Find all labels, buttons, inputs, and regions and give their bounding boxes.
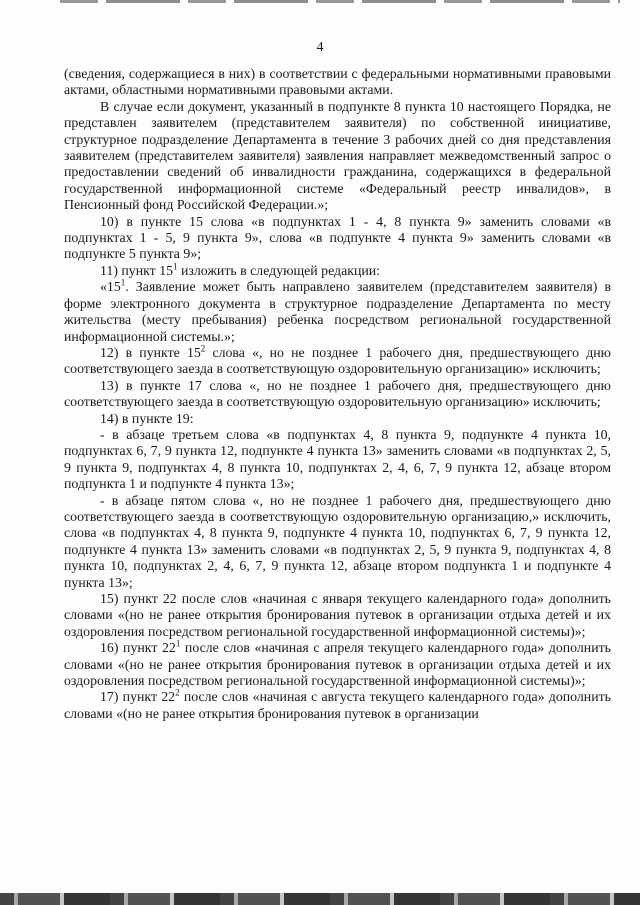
superscript: 1: [173, 261, 178, 272]
paragraph: [64, 411, 611, 427]
paragraph: [64, 214, 611, 263]
paragraph: [64, 378, 611, 411]
scan-artifact-top: [60, 0, 620, 3]
paragraph-text: 17) пункт 22: [100, 689, 176, 705]
paragraph-text: 16) пункт 22: [100, 640, 176, 656]
paragraph-text: (сведения, содержащиеся в них) в соответствии с федеральными нормативными правовыми актами, областными нормативными правовыми актами.: [64, 66, 611, 98]
superscript: 2: [200, 343, 206, 354]
paragraph: [64, 640, 611, 689]
paragraph-text: после слов «начиная с августа текущего календарного года» дополнить словами «(но не ранее открытия бронирования путевок в организации: [64, 689, 611, 721]
paragraph-text: «15: [100, 279, 121, 295]
paragraph: [64, 493, 611, 591]
page-number: 4: [316, 40, 324, 55]
paragraph: [64, 263, 611, 279]
paragraph-text: 11) пункт 15: [100, 262, 174, 278]
paragraph-text: 10) в пункте 15 слова «в подпунктах 1 - 4, 8 пункта 9» заменить словами «в подпунктах 1 - 5, 9 пункта 9», слова «в подпункте 4 пункта 9» заменить словами «в подпункте 5 пункта 9»;: [64, 213, 611, 262]
paragraph-text: . Заявление может быть направлено заявителем (представителем заявителя) в форме электронного документа в структурное подразделение Департамента по месту жительства (месту пребывания) ребенка посредством региональной государственной информационной системы.»;: [64, 279, 611, 344]
paragraph: [64, 99, 611, 214]
paragraph: [64, 591, 611, 640]
paragraph-text: слова «, но не позднее 1 рабочего дня, предшествующего дню соответствующего заезда в соответствующую оздоровительную организацию» исключить;: [64, 344, 611, 377]
paragraph-text: 12) в пункте 15: [100, 344, 201, 360]
paragraph-text: В случае если документ, указанный в подпункте 8 пункта 10 настоящего Порядка, не представлен заявителем (представителем заявителя) по собственной инициативе, структурное подразделение Департамента в течение 3 рабочих дней со дня представления заявителем (представителем заявителя) заявления направляет межведомственный запрос о предоставлении сведений об инвалидности гражданина, содержащихся в федеральной государственной информационной системе «Федеральный реестр инвалидов», в Пенсионный фонд Российской Федерации.»;: [64, 98, 611, 213]
paragraph-text: 14) в пункте 19:: [100, 410, 194, 426]
paragraph-text: - в абзаце пятом слова «, но не позднее 1 рабочего дня, предшествующего дню соответствующего заезда в соответствующую оздоровительную организацию,» исключить, слова «в подпунктах 4, 8 пункта 9, подпункте 4 пункта 10, подпунктах 6, 7, 9 пункта 12, подпункте 4 пункта 13» заменить словами «в подпунктах 2, 5, 9 пункта 9, подпунктах 4, 8 пункта 10, подпунктах 2, 4, 6, 7, 9 пункта 12, абзаце втором подпункта 1 и подпункте 4 пункта 13»;: [64, 492, 611, 590]
paragraph-text: - в абзаце третьем слова «в подпунктах 4, 8 пункта 9, подпункте 4 пункта 10, подпунктах 6, 7, 9 пункта 12, подпункте 4 пункта 13» заменить словами «в подпунктах 2, 5, 9 пункта 9, подпунктах 4, 8 пункта 10, подпунктах 2, 4, 6, 7, 9 пункта 12, абзаце втором подпункта 1 и подпункте 4 пункта 13»;: [64, 426, 611, 492]
scan-artifact-bottom: [0, 893, 640, 905]
paragraph-text: 13) в пункте 17 слова «, но не позднее 1 рабочего дня, предшествующего дню соответствующего заезда в соответствующую оздоровительную организацию» исключить;: [64, 377, 611, 410]
superscript: 1: [175, 638, 181, 649]
paragraph: [64, 66, 611, 99]
paragraph: [64, 427, 611, 493]
paragraph-text: изложить в следующей редакции:: [177, 262, 381, 278]
paragraph: [64, 279, 611, 345]
superscript: 2: [175, 687, 180, 698]
paragraph-text: после слов «начиная с апреля текущего календарного года» дополнить словами «(но не ранее открытия бронирования путевок в организации отдыха детей и их оздоровления посредством региональной государственной информационной системы)»;: [64, 640, 611, 689]
superscript: 1: [120, 277, 126, 288]
paragraph-text: 15) пункт 22 после слов «начиная с января текущего календарного года» дополнить словами «(но не ранее открытия бронирования путевок в организации отдыха детей и их оздоровления посредством региональной государственной информационной системы)»;: [64, 591, 611, 639]
document-body: [64, 66, 611, 722]
paragraph: [64, 689, 611, 722]
paragraph: [64, 345, 611, 378]
